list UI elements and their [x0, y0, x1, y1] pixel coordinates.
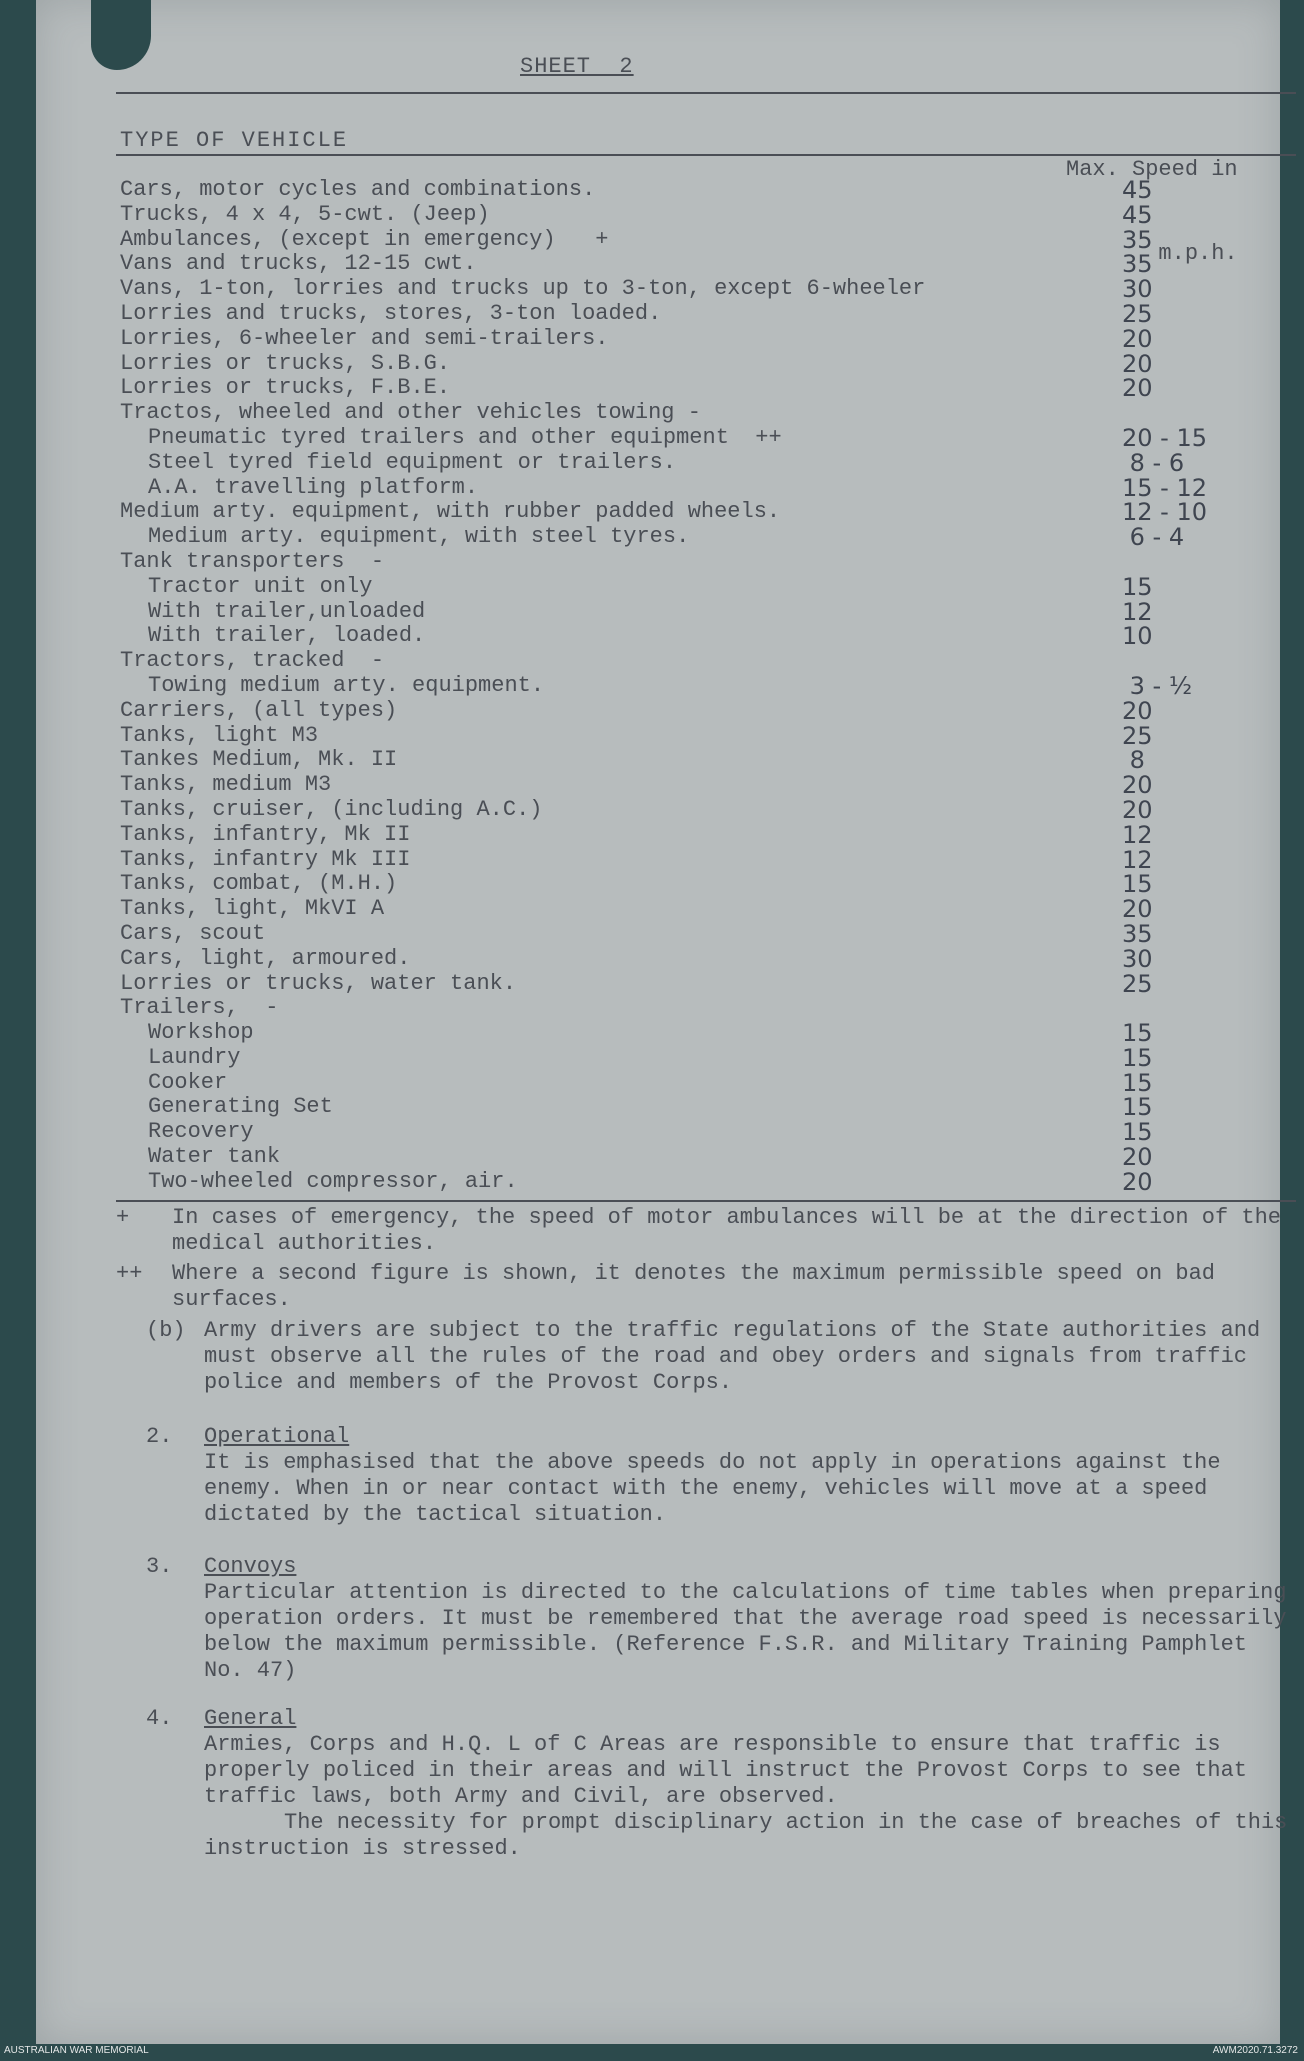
vehicle-row — [120, 423, 1300, 452]
max-speed: 12 — [1122, 820, 1153, 849]
vehicle-row — [120, 671, 1300, 700]
section-text-continued: The necessity for prompt disciplinary action in the case of breaches of this instruction is stressed. — [204, 1810, 1288, 1861]
section-number: 2. — [146, 1424, 173, 1449]
footnote — [116, 1205, 1296, 1257]
max-speed: 20 — [1122, 1143, 1153, 1172]
vehicle-type: Tank transporters - — [120, 548, 385, 574]
section-text: Armies, Corps and H.Q. L of C Areas are responsible to ensure that traffic is properly policed in their areas and will instruct the Provost Corps to see that traffic laws, both Army and Civil, are observed. — [204, 1732, 1247, 1809]
vehicle-type: Vans, 1-ton, lorries and trucks up to 3-ton, except 6-wheeler — [120, 276, 926, 302]
vehicle-row — [120, 1068, 1300, 1097]
section-general — [116, 1706, 1296, 1862]
vehicle-type: With trailer,unloaded — [148, 598, 426, 624]
vehicle-type: Steel tyred field equipment or trailers. — [148, 449, 677, 475]
max-speed: 15 — [1122, 572, 1153, 601]
vehicle-row — [120, 944, 1300, 973]
vehicle-row — [120, 525, 1300, 550]
max-speed: 12 — [1122, 845, 1153, 874]
vehicle-type: Tanks, combat, (M.H.) — [120, 871, 398, 897]
max-speed: 20 — [1122, 1167, 1153, 1196]
vehicle-row — [120, 1120, 1300, 1145]
vehicle-row — [120, 1145, 1300, 1170]
max-speed: 10 — [1122, 622, 1153, 651]
max-speed: 12 - 10 — [1122, 498, 1207, 527]
max-speed: 35 — [1122, 225, 1153, 254]
vehicle-type: Ambulances, (except in emergency) + — [120, 226, 609, 252]
footnote — [116, 1261, 1296, 1313]
section-text: Particular attention is directed to the calculations of time tables when preparing operation orders. It must be remembered that the average road speed is necessarily below the maximum permissible. (Reference F.S.R. and Military Training Pamphlet No. 47) — [204, 1580, 1287, 1683]
vehicle-row — [120, 1043, 1300, 1072]
max-speed: 35 — [1122, 919, 1153, 948]
paragraph-b — [116, 1318, 1296, 1396]
footer-source: AUSTRALIAN WAR MEMORIAL — [4, 2045, 149, 2056]
vehicle-row — [120, 1167, 1300, 1196]
vehicle-row — [120, 550, 1300, 575]
vehicle-type: Trucks, 4 x 4, 5-cwt. (Jeep) — [120, 201, 490, 227]
paragraph-b-text: Army drivers are subject to the traffic regulations of the State authorities and must observe all the rules of the road and obey orders and signals from traffic police and members of the Provost Corps. — [204, 1318, 1261, 1395]
vehicle-type: Tankes Medium, Mk. II — [120, 747, 398, 773]
vehicle-speed-table — [120, 178, 1300, 1195]
max-speed: 30 — [1122, 275, 1153, 304]
section-title: Operational — [204, 1424, 350, 1449]
max-speed: 25 — [1122, 721, 1153, 750]
max-speed: 25 — [1122, 969, 1153, 998]
max-speed: 20 — [1122, 349, 1153, 378]
vehicle-type: Tanks, medium M3 — [120, 772, 332, 798]
max-speed: 20 — [1122, 374, 1153, 403]
vehicle-type: Generating Set — [148, 1094, 333, 1120]
vehicle-row — [120, 649, 1300, 674]
vehicle-row — [120, 1095, 1300, 1120]
vehicle-type: Medium arty. equipment, with rubber padded wheels. — [120, 499, 781, 525]
vehicle-row — [120, 845, 1300, 874]
vehicle-row — [120, 473, 1300, 502]
vehicle-type: Tanks, infantry, Mk II — [120, 821, 411, 847]
vehicle-type: Tanks, light, MkVI A — [120, 896, 385, 922]
footnotes — [116, 1205, 1296, 1317]
paragraph-b-label: (b) — [146, 1318, 186, 1343]
vehicle-type: Lorries or trucks, S.B.G. — [120, 350, 451, 376]
max-speed: 25 — [1122, 299, 1153, 328]
column-header-speed-line1: Max. Speed in — [1066, 157, 1238, 182]
max-speed: 20 — [1122, 696, 1153, 725]
max-speed: 45 — [1122, 200, 1153, 229]
max-speed: 35 — [1122, 250, 1153, 279]
max-speed: 15 — [1122, 1093, 1153, 1122]
vehicle-row — [120, 178, 1300, 203]
vehicle-row — [120, 969, 1300, 998]
vehicle-row — [120, 349, 1300, 378]
footnote-symbol: ++ — [116, 1261, 143, 1286]
vehicle-type: Recovery — [148, 1119, 254, 1145]
section-number: 3. — [146, 1554, 173, 1579]
vehicle-type: Workshop — [148, 1020, 254, 1046]
vehicle-type: Tanks, infantry Mk III — [120, 846, 411, 872]
footnote-text: In cases of emergency, the speed of motor ambulances will be at the direction of the medical authorities. — [172, 1205, 1281, 1256]
vehicle-type: Two-wheeled compressor, air. — [148, 1168, 518, 1194]
max-speed: 20 — [1122, 795, 1153, 824]
vehicle-row — [120, 376, 1300, 401]
vehicle-row — [120, 696, 1300, 725]
vehicle-type: Tractor unit only — [148, 573, 373, 599]
vehicle-type: Cars, light, armoured. — [120, 945, 411, 971]
footer-reference: AWM2020.71.3272 — [1212, 2045, 1298, 2056]
vehicle-row — [120, 277, 1300, 302]
max-speed: 45 — [1122, 176, 1153, 204]
vehicle-row — [120, 897, 1300, 922]
sheet-title: SHEET 2 — [520, 54, 634, 79]
vehicle-row — [120, 324, 1300, 353]
max-speed: 12 — [1122, 597, 1153, 626]
vehicle-type: Tanks, light M3 — [120, 722, 319, 748]
vehicle-row — [120, 401, 1300, 426]
vehicle-row — [120, 721, 1300, 750]
vehicle-row — [120, 448, 1300, 477]
max-speed: 6 - 4 — [1122, 523, 1185, 552]
vehicle-type: Cars, motor cycles and combinations. — [120, 177, 596, 202]
vehicle-type: Carriers, (all types) — [120, 697, 398, 723]
max-speed: 15 — [1122, 1043, 1153, 1072]
footnote-symbol: + — [116, 1205, 130, 1230]
vehicle-type: Cars, scout — [120, 920, 266, 946]
vehicle-type: Tractors, tracked - — [120, 648, 385, 674]
table-bottom-rule — [116, 1200, 1296, 1202]
vehicle-type: Trailers, - — [120, 995, 279, 1021]
max-speed: 15 — [1122, 1118, 1153, 1147]
max-speed: 3 - ½ — [1122, 671, 1193, 700]
vehicle-type: Tractos, wheeled and other vehicles towing - — [120, 400, 701, 426]
vehicle-type: Water tank — [148, 1144, 281, 1170]
vehicle-row — [120, 624, 1300, 649]
section-operational — [116, 1424, 1296, 1528]
section-title: General — [204, 1706, 297, 1731]
max-speed: 20 - 15 — [1122, 423, 1207, 452]
footnote-text: Where a second figure is shown, it denotes the maximum permissible speed on bad surfaces. — [172, 1261, 1215, 1312]
max-speed: 15 - 12 — [1122, 473, 1207, 502]
max-speed: 20 — [1122, 895, 1153, 924]
header-bottom-rule — [116, 154, 1296, 156]
section-number: 4. — [146, 1706, 173, 1731]
vehicle-type: With trailer, loaded. — [148, 623, 426, 649]
section-text: It is emphasised that the above speeds do not apply in operations against the enemy. When in or near contact with the enemy, vehicles will move at a speed dictated by the tactical situation. — [204, 1450, 1221, 1527]
vehicle-type: Lorries or trucks, F.B.E. — [120, 375, 451, 401]
vehicle-type: Cooker — [148, 1069, 228, 1095]
vehicle-type: Vans and trucks, 12-15 cwt. — [120, 251, 477, 277]
vehicle-row — [120, 1021, 1300, 1046]
max-speed: 15 — [1122, 870, 1153, 899]
section-convoys — [116, 1554, 1296, 1684]
max-speed: 15 — [1122, 1068, 1153, 1097]
vehicle-row — [120, 820, 1300, 849]
max-speed: 20 — [1122, 324, 1153, 353]
vehicle-row — [120, 500, 1300, 525]
vehicle-row — [120, 795, 1300, 824]
vehicle-row — [120, 748, 1300, 773]
vehicle-row — [120, 597, 1300, 626]
max-speed: 30 — [1122, 944, 1153, 973]
vehicle-type: Medium arty. equipment, with steel tyres. — [148, 524, 690, 550]
vehicle-type: Tanks, cruiser, (including A.C.) — [120, 796, 543, 822]
vehicle-row — [120, 200, 1300, 229]
vehicle-type: Lorries and trucks, stores, 3-ton loaded. — [120, 300, 662, 326]
vehicle-type: Lorries or trucks, water tank. — [120, 970, 517, 996]
max-speed: 8 — [1122, 746, 1145, 775]
column-header-speed-line2: m.p.h. — [1158, 241, 1238, 266]
vehicle-type: Lorries, 6-wheeler and semi-trailers. — [120, 325, 609, 351]
vehicle-row — [120, 299, 1300, 328]
vehicle-type: A.A. travelling platform. — [148, 474, 479, 500]
vehicle-row — [120, 572, 1300, 601]
vehicle-type: Pneumatic tyred trailers and other equipment ++ — [148, 424, 782, 450]
vehicle-row — [120, 919, 1300, 948]
vehicle-row — [120, 872, 1300, 897]
vehicle-type: Towing medium arty. equipment. — [148, 672, 545, 698]
document-page — [36, 0, 1288, 2044]
max-speed: 8 - 6 — [1122, 448, 1185, 477]
vehicle-row — [120, 996, 1300, 1021]
max-speed: 15 — [1122, 1019, 1153, 1048]
vehicle-row — [120, 773, 1300, 798]
max-speed: 20 — [1122, 771, 1153, 800]
column-header-vehicle: TYPE OF VEHICLE — [120, 128, 349, 153]
vehicle-type: Laundry — [148, 1044, 241, 1070]
header-top-rule — [116, 92, 1296, 94]
vehicle-row — [120, 252, 1300, 277]
section-title: Convoys — [204, 1554, 297, 1579]
